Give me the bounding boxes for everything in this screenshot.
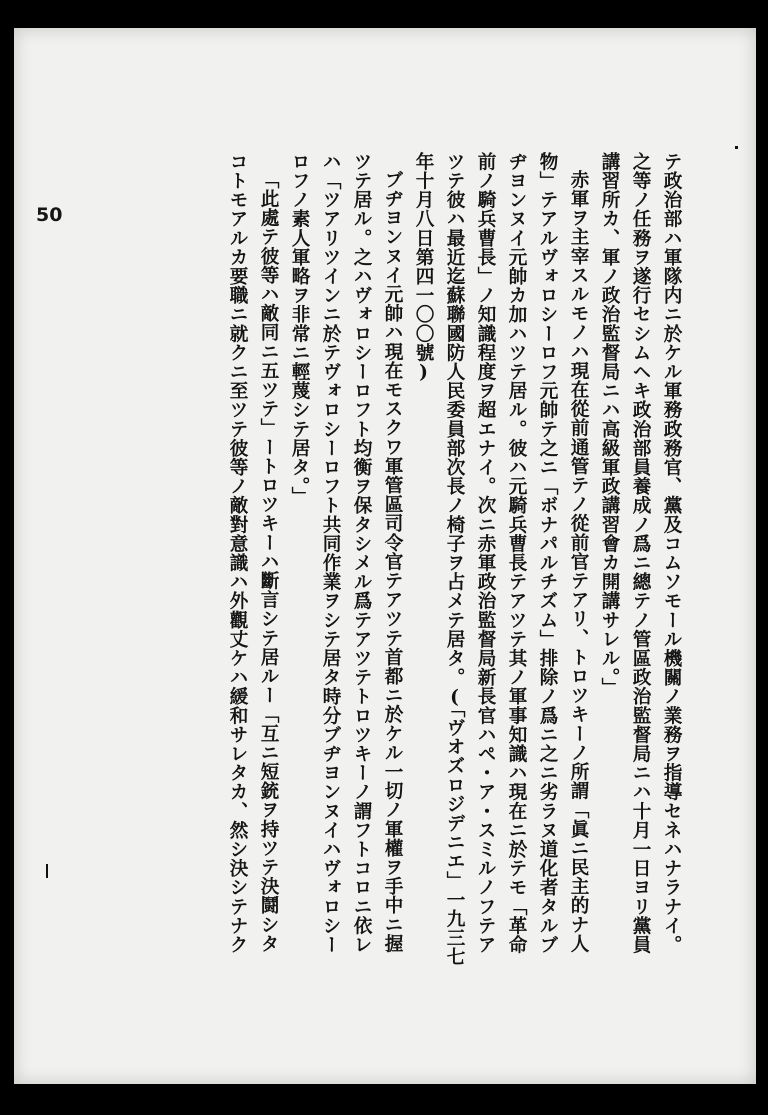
text-column-7: 前ノ騎兵曹長」ノ知識程度ヲ超エナイ。次ニ赤軍政治監督局新長官ハペ・ア・スミルノフテア [475, 152, 496, 955]
text-column-4: 赤軍ヲ主宰スルモノハ現在從前通管テノ從前官テアリ、トロツキーノ所謂「眞ニ民主的ナ人 [568, 170, 589, 954]
scan-mark-left [46, 864, 48, 878]
text-column-15: コトモアルカ要職ニ就クニ至ツテ彼等ノ敵對意識ハ外觀丈ケハ緩和サレタカ、然シ決シテナク [227, 152, 248, 955]
text-column-12: ハ「ツアリツインニ於テヴォロシーロフト共同作業ヲシテ居タ時分ブヂヨンヌイハヴォロシー [320, 152, 341, 955]
text-column-6: ヂヨンヌイ元帥カ加ハツテ居ル。彼ハ元騎兵曹長テアツテ其ノ軍事知識ハ現在ニ於テモ「革命 [506, 152, 527, 955]
text-column-10: ブヂヨンヌイ元帥ハ現在モスクワ軍管區司令官テアツテ首都ニ於ケル一切ノ軍權ヲ手中ニ握 [382, 170, 403, 954]
text-column-9: 年十月八日第四一〇〇號) [413, 152, 434, 384]
text-column-1: テ政治部ハ軍隊内ニ於ケル軍務政務官、黨及コムソモール機關ノ業務ヲ指導セネハナラナイ。 [661, 152, 682, 955]
text-column-8: ツテ彼ハ最近迄蘇聯國防人民委員部次長ノ椅子ヲ占メテ居タ。(「ヴオズロジデニエ」一九三七 [444, 152, 465, 967]
page-number: 50 [36, 204, 63, 226]
text-column-14: 「此處テ彼等ハ敵同ニ五ツテ」ートロツキーハ斷言シテ居ルー「互ニ短銃ヲ持ツテ決鬪シタ [258, 170, 279, 954]
text-column-13: ロフノ素人軍略ヲ非常ニ輕蔑シテ居タ。」 [289, 152, 310, 506]
document-page [14, 28, 756, 1084]
text-column-3: 講習所カ、軍ノ政治監督局ニハ高級軍政講習會カ開講サレル。」 [599, 152, 620, 697]
text-column-11: ツテ居ル。之ハヴォロシーロフト均衡ヲ保タシメル爲テアツテトロツキーノ謂フトコロニ依レ [351, 152, 372, 955]
scan-mark-right [735, 146, 738, 149]
text-column-2: 之等ノ任務ヲ遂行セシムヘキ政治部員養成ノ爲ニ總テノ管區政治監督局ニハ十月一日ヨリ黨員 [630, 152, 651, 955]
text-column-5: 物」テアルヴォロシーロフ元帥テ之ニ「ボナパルチズム」排除ノ爲ニ之ニ劣ラヌ道化者タルブ [537, 152, 558, 955]
